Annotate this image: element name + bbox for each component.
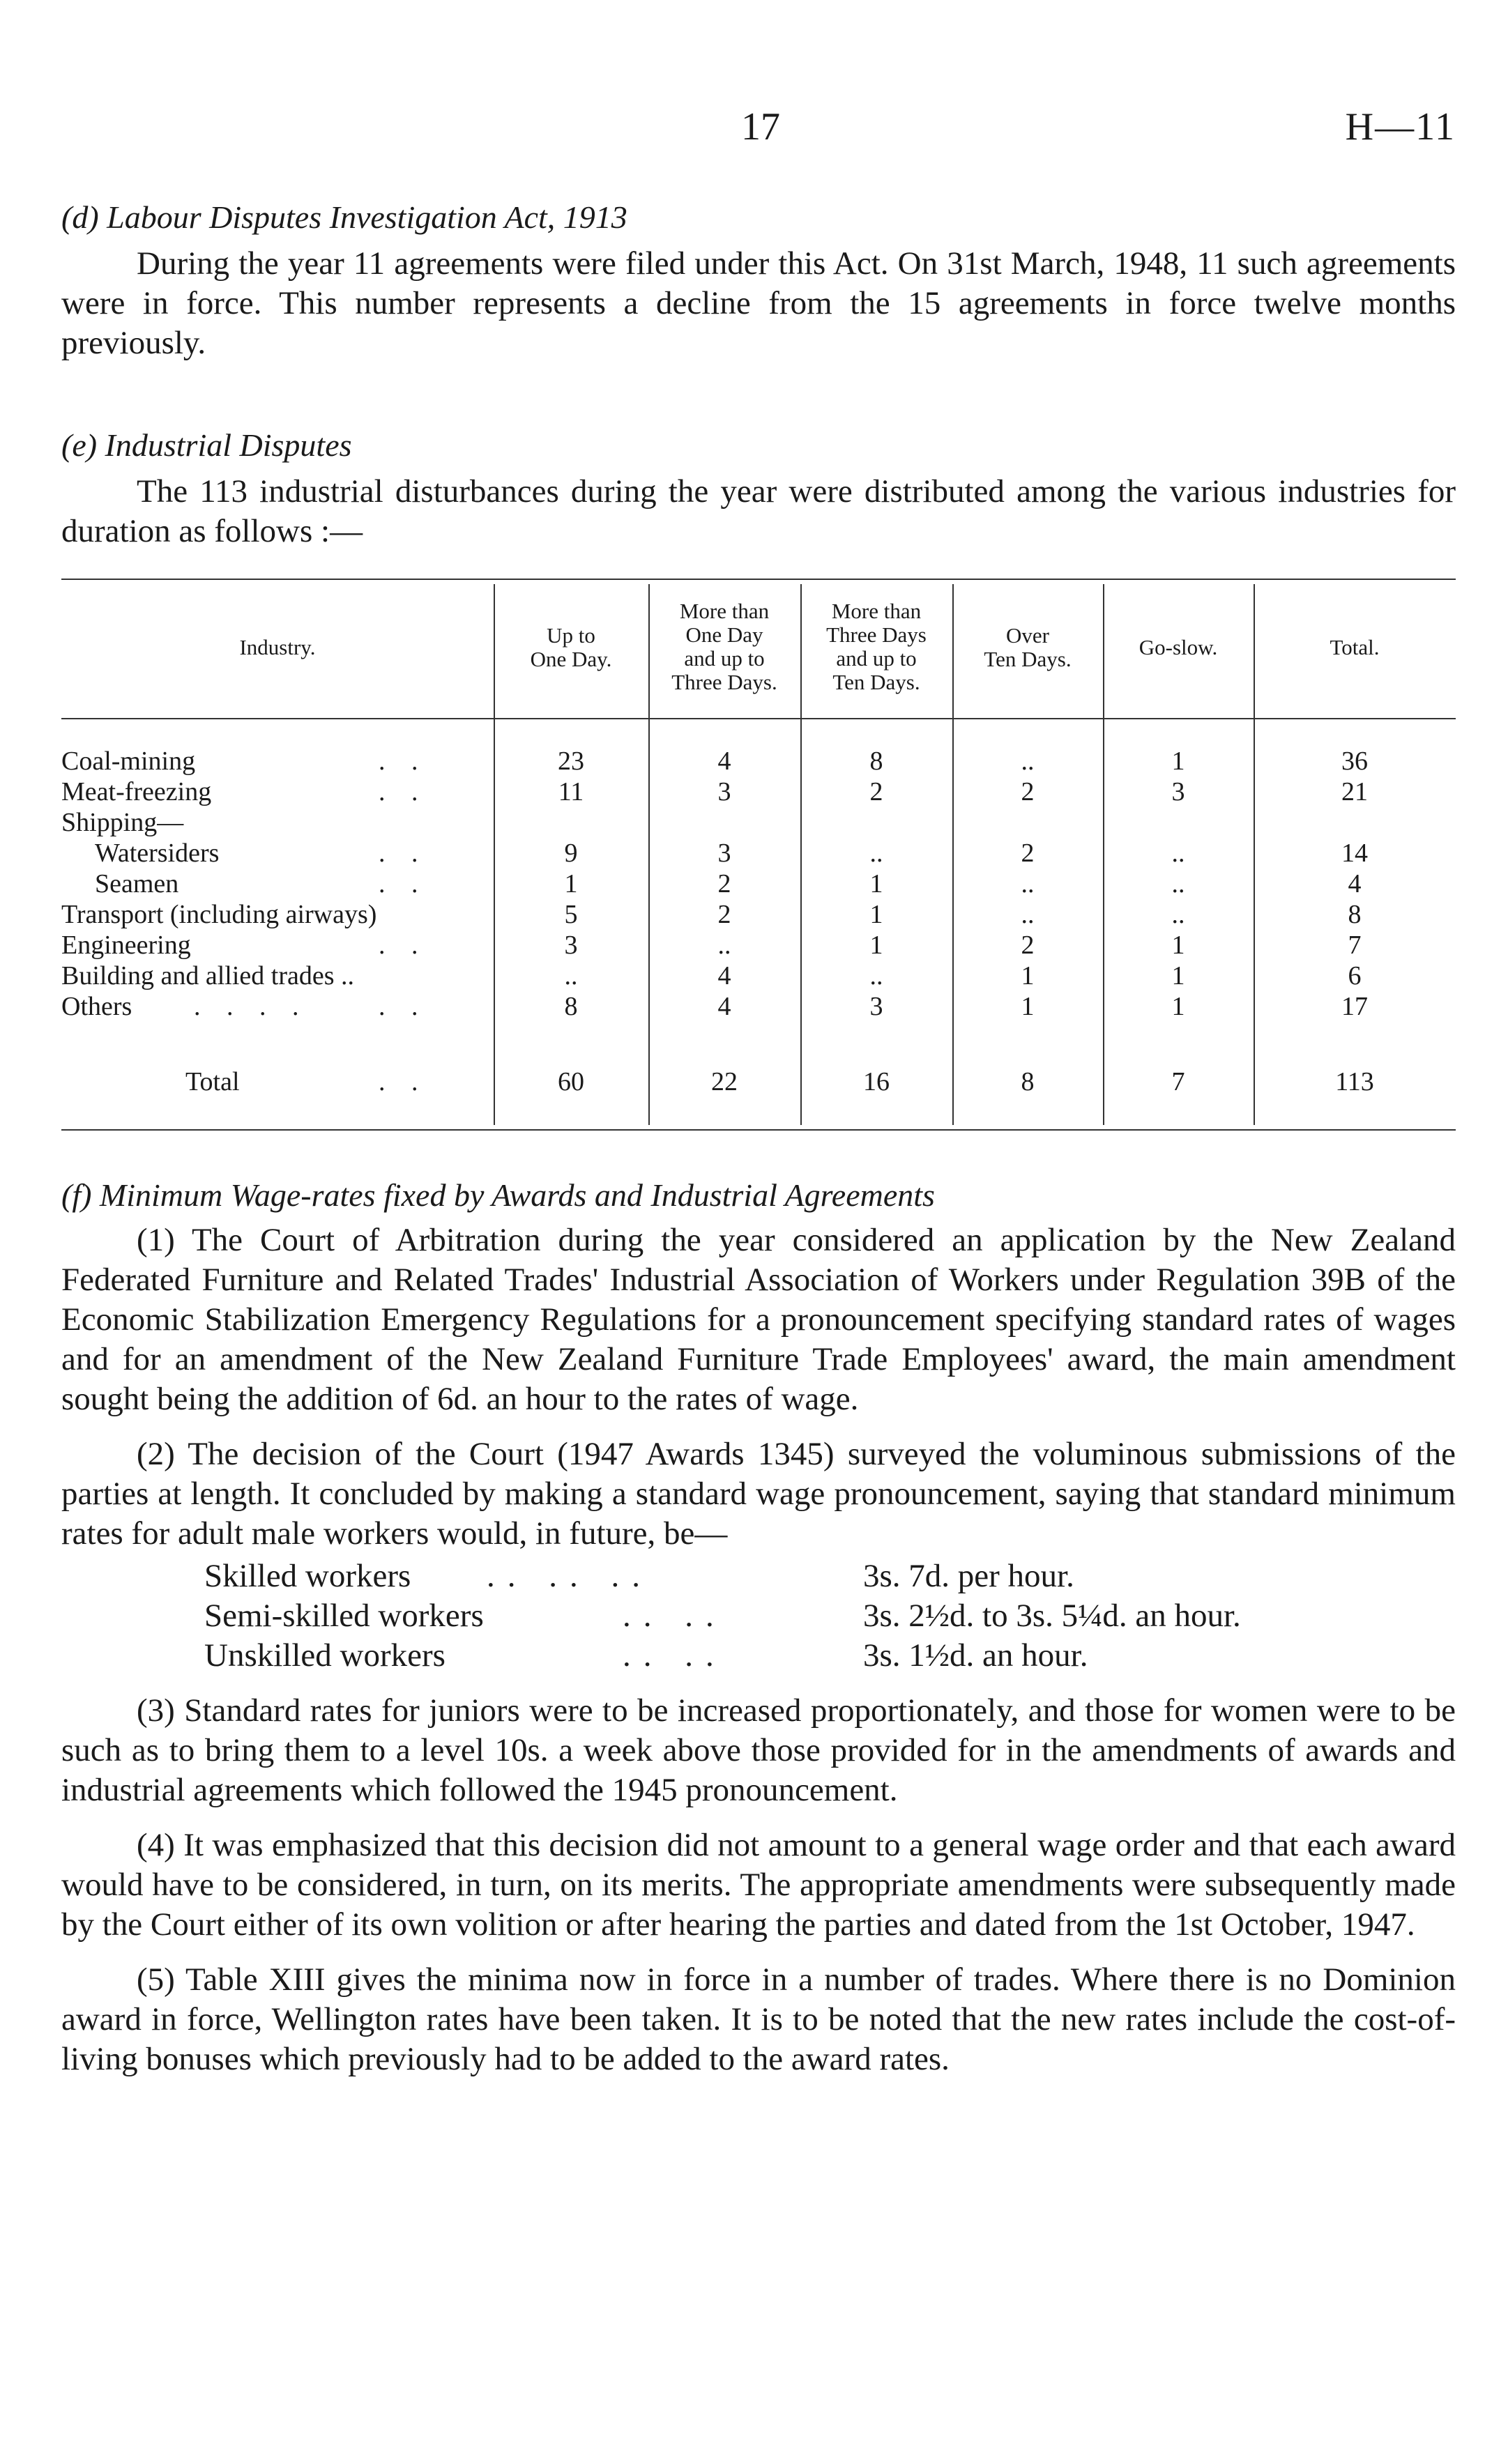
cell-over-ten-days: 1 <box>1021 992 1035 1021</box>
leader-dots: . . <box>379 869 428 898</box>
total-total: 113 <box>1335 1067 1374 1096</box>
header-line: One Day <box>685 622 763 647</box>
cell-three-to-ten-days: 8 <box>869 747 883 776</box>
industry-name: Transport (including airways) <box>61 900 377 929</box>
cell-total: 21 <box>1341 777 1368 806</box>
cell-up-to-one-day: 1 <box>564 869 578 898</box>
rate-value: 3s. 2½d. to 3s. 5¼d. an hour. <box>863 1598 1241 1634</box>
cell-three-to-ten-days: 3 <box>869 992 883 1021</box>
total-one-to-three-days: 22 <box>711 1067 738 1096</box>
cell-up-to-one-day: 9 <box>564 839 578 868</box>
cell-three-to-ten-days: 1 <box>869 900 883 929</box>
rate-label: Skilled workers <box>204 1558 411 1594</box>
cell-one-to-three-days: 2 <box>717 869 731 898</box>
table-row <box>61 991 1456 1022</box>
rate-value: 3s. 1½d. an hour. <box>863 1637 1088 1674</box>
header-line: and up to <box>836 646 917 671</box>
rate-label: Semi-skilled workers <box>204 1598 484 1634</box>
industry-name: Coal-mining <box>61 747 196 776</box>
header-line: Ten Days. <box>832 670 920 694</box>
cell-go-slow: 1 <box>1171 961 1185 990</box>
cell-three-to-ten-days: 1 <box>869 931 883 960</box>
cell-total: 7 <box>1348 931 1362 960</box>
total-three-to-ten-days: 16 <box>863 1067 890 1096</box>
cell-up-to-one-day: 23 <box>558 747 584 776</box>
wage-rate-row <box>204 1556 1456 1596</box>
leader-dots: . . <box>379 1067 428 1096</box>
header-line: Three Days. <box>671 670 777 694</box>
wage-rate-row <box>204 1636 1456 1676</box>
cell-go-slow: .. <box>1171 900 1185 929</box>
cell-one-to-three-days: 4 <box>717 961 731 990</box>
cell-one-to-three-days: 4 <box>717 992 731 1021</box>
header-line: More than <box>679 599 770 623</box>
section-f-paragraph-3: (3) Standard rates for juniors were to be increased proportionately, and those for women were to be such as to bring them to a level 10s. a week above those provided for in the amendments of awards and industrial agreements which followed the 1945 pronouncement. <box>61 1692 1456 1808</box>
cell-over-ten-days: 2 <box>1021 839 1035 868</box>
header-go-slow: Go-slow. <box>1138 635 1218 659</box>
table-row <box>61 961 1456 991</box>
total-go-slow: 7 <box>1171 1067 1185 1096</box>
header-line: Three Days <box>826 622 927 647</box>
cell-three-to-ten-days: 1 <box>869 869 883 898</box>
header-line: Ten Days. <box>984 647 1072 671</box>
cell-up-to-one-day: 8 <box>564 992 578 1021</box>
table-row <box>61 868 1456 899</box>
cell-total: 6 <box>1348 961 1362 990</box>
section-f-paragraph-2: (2) The decision of the Court (1947 Awards 1345) surveyed the voluminous submissions of the parties at length. It concluded by making a standard wage pronouncement, saying that standard minimum rates for adult male workers would, in future, be— <box>61 1436 1456 1552</box>
cell-up-to-one-day: 5 <box>564 900 578 929</box>
page-header <box>61 105 1456 160</box>
industry-name: Meat-freezing <box>61 777 212 806</box>
total-label: Total <box>185 1067 240 1096</box>
section-f <box>61 1177 1456 2079</box>
header-three-to-ten-days <box>800 599 952 694</box>
page-number: 17 <box>741 105 780 148</box>
cell-three-to-ten-days: .. <box>869 839 883 868</box>
table-row <box>61 930 1456 961</box>
section-f-paragraph-1: (1) The Court of Arbitration during the year considered an application by the New Zealand Federated Furniture and Related Trades' Industrial Association of Workers under Regulation 39B of the Economic Stabilization Emergency Regulations for a pronouncement specifying standard rates of wages and for an amendment of the New Zealand Furniture Trade Employees' award, the main amendment sought being the addition of 6d. an hour to the rates of wage. <box>61 1222 1456 1417</box>
cell-over-ten-days: 2 <box>1021 777 1035 806</box>
cell-up-to-one-day: 11 <box>558 777 584 806</box>
industry-name: Watersiders <box>95 839 220 868</box>
document-reference: H—11 <box>1345 105 1456 148</box>
section-e-paragraph: The 113 industrial disturbances during the year were distributed among the various industries for duration as follows :— <box>61 473 1456 549</box>
cell-one-to-three-days: 4 <box>717 747 731 776</box>
wage-rates-list <box>204 1556 1456 1676</box>
wage-rate-row <box>204 1596 1456 1636</box>
header-industry: Industry. <box>239 635 316 659</box>
cell-go-slow: .. <box>1171 869 1185 898</box>
cell-over-ten-days: .. <box>1021 900 1035 929</box>
industry-name: Seamen <box>95 869 179 898</box>
header-line: Over <box>1006 623 1049 648</box>
cell-one-to-three-days: 2 <box>717 900 731 929</box>
cell-over-ten-days: .. <box>1021 747 1035 776</box>
cell-over-ten-days: .. <box>1021 869 1035 898</box>
cell-three-to-ten-days: .. <box>869 961 883 990</box>
section-d-heading: (d) Labour Disputes Investigation Act, 1913 <box>61 199 627 235</box>
cell-up-to-one-day: .. <box>564 961 578 990</box>
section-d-paragraph: During the year 11 agreements were filed under this Act. On 31st March, 1948, 11 such agreements were in force. This number represents a decline from the 15 agreements in force twelve months previously. <box>61 245 1456 361</box>
section-d <box>61 199 1456 363</box>
header-up-to-one-day <box>494 624 648 671</box>
leader-dots: .. .. <box>623 1598 726 1634</box>
cell-total: 36 <box>1341 747 1368 776</box>
rate-label: Unskilled workers <box>204 1637 445 1674</box>
rate-value: 3s. 7d. per hour. <box>863 1558 1074 1594</box>
cell-one-to-three-days: 3 <box>717 777 731 806</box>
industry-name: Others <box>61 992 132 1021</box>
table-row <box>61 838 1456 868</box>
cell-go-slow: 3 <box>1171 777 1185 806</box>
table-total-row <box>61 1066 1456 1097</box>
section-f-heading: (f) Minimum Wage-rates fixed by Awards and Industrial Agreements <box>61 1177 935 1213</box>
section-e <box>61 427 1456 551</box>
cell-one-to-three-days: .. <box>717 931 731 960</box>
leader-dots: . . <box>379 931 428 960</box>
industry-name: Engineering <box>61 931 191 960</box>
header-total: Total. <box>1330 635 1380 659</box>
cell-go-slow: 1 <box>1171 747 1185 776</box>
total-up-to-one-day: 60 <box>558 1067 584 1096</box>
header-line: and up to <box>684 646 765 671</box>
leader-dots: .. .. .. <box>487 1558 653 1594</box>
cell-one-to-three-days: 3 <box>717 839 731 868</box>
group-label: Shipping— <box>61 808 184 837</box>
table-row <box>61 776 1456 807</box>
cell-total: 17 <box>1341 992 1368 1021</box>
header-line: Up to <box>547 623 595 648</box>
header-over-ten-days <box>952 624 1103 671</box>
cell-go-slow: 1 <box>1171 931 1185 960</box>
table-top-rule <box>61 579 1456 580</box>
leader-dots: . . <box>379 747 428 776</box>
section-e-heading: (e) Industrial Disputes <box>61 427 352 463</box>
cell-go-slow: .. <box>1171 839 1185 868</box>
cell-total: 14 <box>1341 839 1368 868</box>
section-f-paragraph-4: (4) It was emphasized that this decision did not amount to a general wage order and that each award would have to be considered, in turn, on its merits. The appropriate amendments were subsequently made by the Court either of its own volition or after hearing the parties and dated from the 1st October, 1947. <box>61 1827 1456 1943</box>
cell-total: 8 <box>1348 900 1362 929</box>
leader-dots: . . <box>379 839 428 868</box>
header-line: More than <box>831 599 922 623</box>
cell-three-to-ten-days: 2 <box>869 777 883 806</box>
leader-dots: . . <box>379 992 428 1021</box>
leader-dots: . . . . <box>194 992 309 1021</box>
table-row <box>61 746 1456 776</box>
header-one-to-three-days <box>648 599 800 694</box>
cell-up-to-one-day: 3 <box>564 931 578 960</box>
header-line: One Day. <box>530 647 612 671</box>
cell-go-slow: 1 <box>1171 992 1185 1021</box>
total-over-ten-days: 8 <box>1021 1067 1035 1096</box>
section-f-paragraph-5: (5) Table XIII gives the minima now in force in a number of trades. Where there is no Dominion award in force, Wellington rates have been taken. It is to be noted that the new rates include the cost-of-living bonuses which previously had to be added to the award rates. <box>61 1961 1456 2077</box>
industry-name: Building and allied trades .. <box>61 961 355 990</box>
table-bottom-rule <box>61 1129 1456 1131</box>
table-row <box>61 899 1456 930</box>
cell-over-ten-days: 2 <box>1021 931 1035 960</box>
leader-dots: . . <box>379 777 428 806</box>
leader-dots: .. .. <box>623 1637 726 1674</box>
header-bottom-rule <box>61 718 1456 719</box>
table-group-row <box>61 807 1456 838</box>
cell-over-ten-days: 1 <box>1021 961 1035 990</box>
cell-total: 4 <box>1348 869 1362 898</box>
